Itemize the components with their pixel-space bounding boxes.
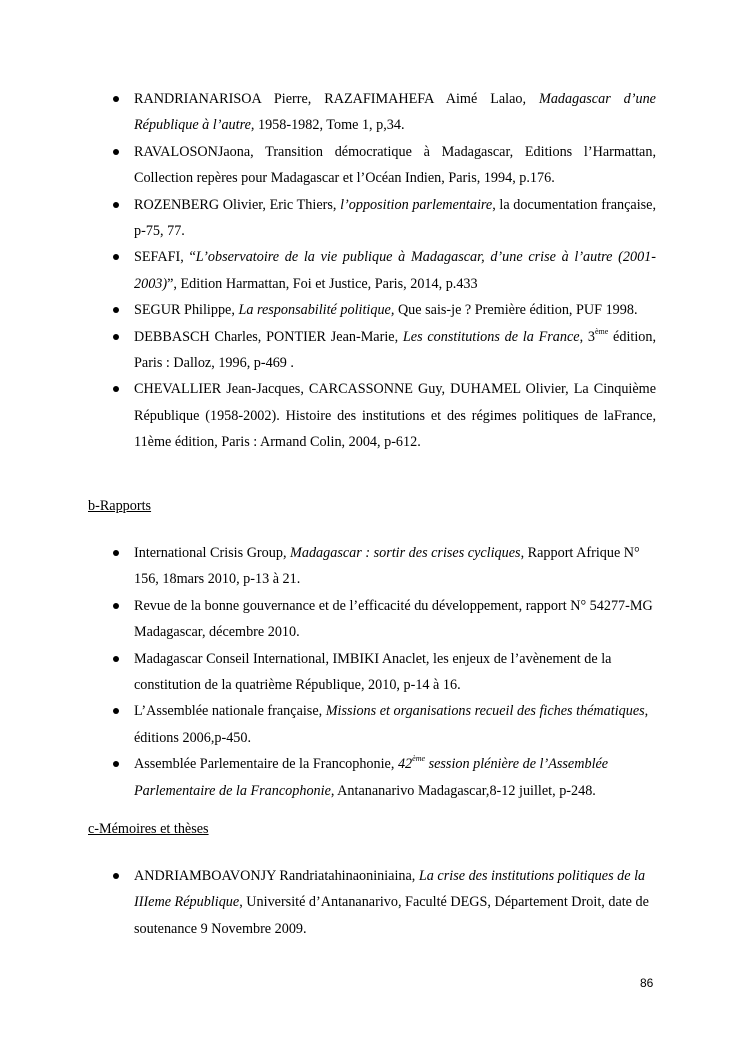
list-item: ANDRIAMBOAVONJY Randriatahinaoniniaina, La crise des institutions politiques de la IIIeme République, Université d’Antananarivo, Faculté DEGS, Département Droit, date de soutenance 9 Novembre 2009.: [0, 863, 656, 942]
list-item: SEFAFI, “L’observatoire de la vie publique à Madagascar, d’une crise à l’autre (2001-2003)”, Edition Harmattan, Foi et Justice, Paris, 2014, p.433: [0, 244, 656, 297]
list-item: International Crisis Group, Madagascar : sortir des crises cycliques, Rapport Afrique N° 156, 18mars 2010, p-13 à 21.: [0, 540, 656, 593]
bibliography-list-ouvrages: [0, 86, 745, 456]
list-item: Madagascar Conseil International, IMBIKI Anaclet, les enjeux de l’avènement de la constitution de la quatrième République, 2010, p-14 à 16.: [0, 646, 656, 699]
section-heading-rapports: b-Rapports: [88, 498, 152, 514]
list-item: Revue de la bonne gouvernance et de l’efficacité du développement, rapport N° 54277-MG Madagascar, décembre 2010.: [0, 593, 656, 646]
list-item: ROZENBERG Olivier, Eric Thiers, l’opposition parlementaire, la documentation française, p-75, 77.: [0, 192, 656, 245]
list-item: RANDRIANARISOA Pierre, RAZAFIMAHEFA Aimé Lalao, Madagascar d’une République à l’autre, 1958-1982, Tome 1, p,34.: [0, 86, 656, 139]
list-item: DEBBASCH Charles, PONTIER Jean-Marie, Les constitutions de la France, 3ème édition, Paris : Dalloz, 1996, p-469 .: [0, 324, 656, 377]
list-item: CHEVALLIER Jean-Jacques, CARCASSONNE Guy, DUHAMEL Olivier, La Cinquième République (1958-2002). Histoire des institutions et des régimes politiques de laFrance, 11ème édition, Paris : Armand Colin, 2004, p-612.: [0, 376, 656, 455]
list-item: L’Assemblée nationale française, Missions et organisations recueil des fiches thématiques, éditions 2006,p-450.: [0, 698, 656, 751]
list-item: RAVALOSONJaona, Transition démocratique à Madagascar, Editions l’Harmattan, Collection repères pour Madagascar et l’Océan Indien, Paris, 1994, p.176.: [0, 139, 656, 192]
section-heading-memoires: c-Mémoires et thèses: [88, 821, 209, 837]
bibliography-list-rapports: [0, 540, 745, 804]
bibliography-list-memoires: [0, 863, 745, 942]
list-item: SEGUR Philippe, La responsabilité politique, Que sais-je ? Première édition, PUF 1998.: [0, 297, 656, 323]
page-number: 86: [640, 976, 654, 990]
list-item: Assemblée Parlementaire de la Francophonie, 42ème session plénière de l’Assemblée Parlementaire de la Francophonie, Antananarivo Madagascar,8-12 juillet, p-248.: [0, 751, 656, 804]
